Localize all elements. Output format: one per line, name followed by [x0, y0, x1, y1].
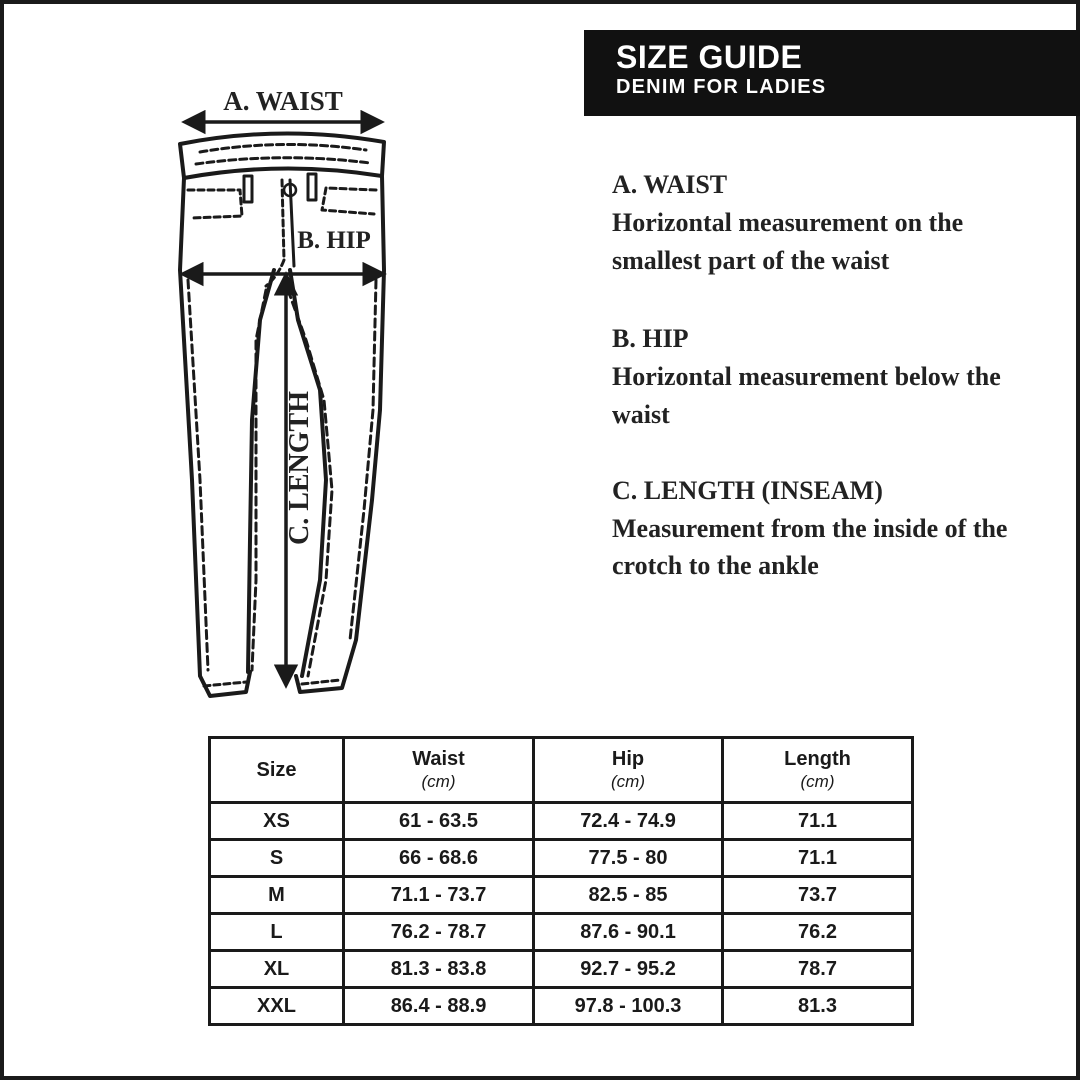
- table-row: [210, 951, 913, 988]
- waist-cell: 61 - 63.5: [344, 803, 534, 840]
- column-header-size: [210, 738, 344, 803]
- waist-cell: 71.1 - 73.7: [344, 877, 534, 914]
- hip-cell: 97.8 - 100.3: [534, 988, 723, 1025]
- column-header-waist: [344, 738, 534, 803]
- size-cell: M: [210, 877, 344, 914]
- length-cell: 73.7: [723, 877, 913, 914]
- size-cell: L: [210, 914, 344, 951]
- column-header-label: Length: [784, 748, 851, 770]
- table-row: [210, 914, 913, 951]
- waist-description-text: Horizontal measurement on the smallest part of the waist: [612, 208, 964, 275]
- table-row: [210, 840, 913, 877]
- column-header-hip: [534, 738, 723, 803]
- table-header-row: [210, 738, 913, 803]
- length-cell: 78.7: [723, 951, 913, 988]
- length-description-heading: C. LENGTH (INSEAM): [612, 476, 883, 505]
- column-header-label: Hip: [611, 748, 645, 770]
- hip-cell: 72.4 - 74.9: [534, 803, 723, 840]
- size-cell: XS: [210, 803, 344, 840]
- hip-cell: 77.5 - 80: [534, 840, 723, 877]
- hip-label: B. HIP: [297, 227, 371, 254]
- length-cell: 71.1: [723, 840, 913, 877]
- column-header-unit: (cm): [611, 772, 645, 791]
- hip-cell: 82.5 - 85: [534, 877, 723, 914]
- column-header-unit: (cm): [800, 772, 835, 791]
- waist-cell: 66 - 68.6: [344, 840, 534, 877]
- waist-cell: 81.3 - 83.8: [344, 951, 534, 988]
- size-chart-table: [208, 736, 914, 1026]
- column-header-label: Size: [256, 758, 297, 781]
- hip-description: [612, 320, 1052, 434]
- table-row: [210, 988, 913, 1025]
- page-title: SIZE GUIDE: [616, 39, 803, 75]
- waist-description: [612, 166, 1052, 280]
- page-subtitle: DENIM FOR LADIES: [616, 76, 827, 98]
- waist-description-heading: A. WAIST: [612, 170, 728, 199]
- column-header-unit: (cm): [421, 772, 456, 791]
- length-cell: 71.1: [723, 803, 913, 840]
- length-cell: 76.2: [723, 914, 913, 951]
- length-cell: 81.3: [723, 988, 913, 1025]
- header-banner: [584, 30, 1080, 116]
- waist-cell: 76.2 - 78.7: [344, 914, 534, 951]
- waist-cell: 86.4 - 88.9: [344, 988, 534, 1025]
- length-description: [612, 472, 1052, 584]
- table-row: [210, 877, 913, 914]
- column-header-label: Waist: [412, 748, 465, 770]
- size-cell: S: [210, 840, 344, 877]
- hip-cell: 92.7 - 95.2: [534, 951, 723, 988]
- size-cell: XL: [210, 951, 344, 988]
- hip-cell: 87.6 - 90.1: [534, 914, 723, 951]
- size-cell: XXL: [210, 988, 344, 1025]
- waist-label: A. WAIST: [223, 86, 343, 116]
- jeans-illustration: [170, 80, 410, 720]
- length-label: C. LENGTH: [284, 390, 315, 546]
- hip-description-heading: B. HIP: [612, 324, 689, 353]
- table-row: [210, 803, 913, 840]
- length-description-text: Measurement from the inside of the crotch to the ankle: [612, 514, 1008, 580]
- hip-description-text: Horizontal measurement below the waist: [612, 362, 1001, 429]
- column-header-length: [723, 738, 913, 803]
